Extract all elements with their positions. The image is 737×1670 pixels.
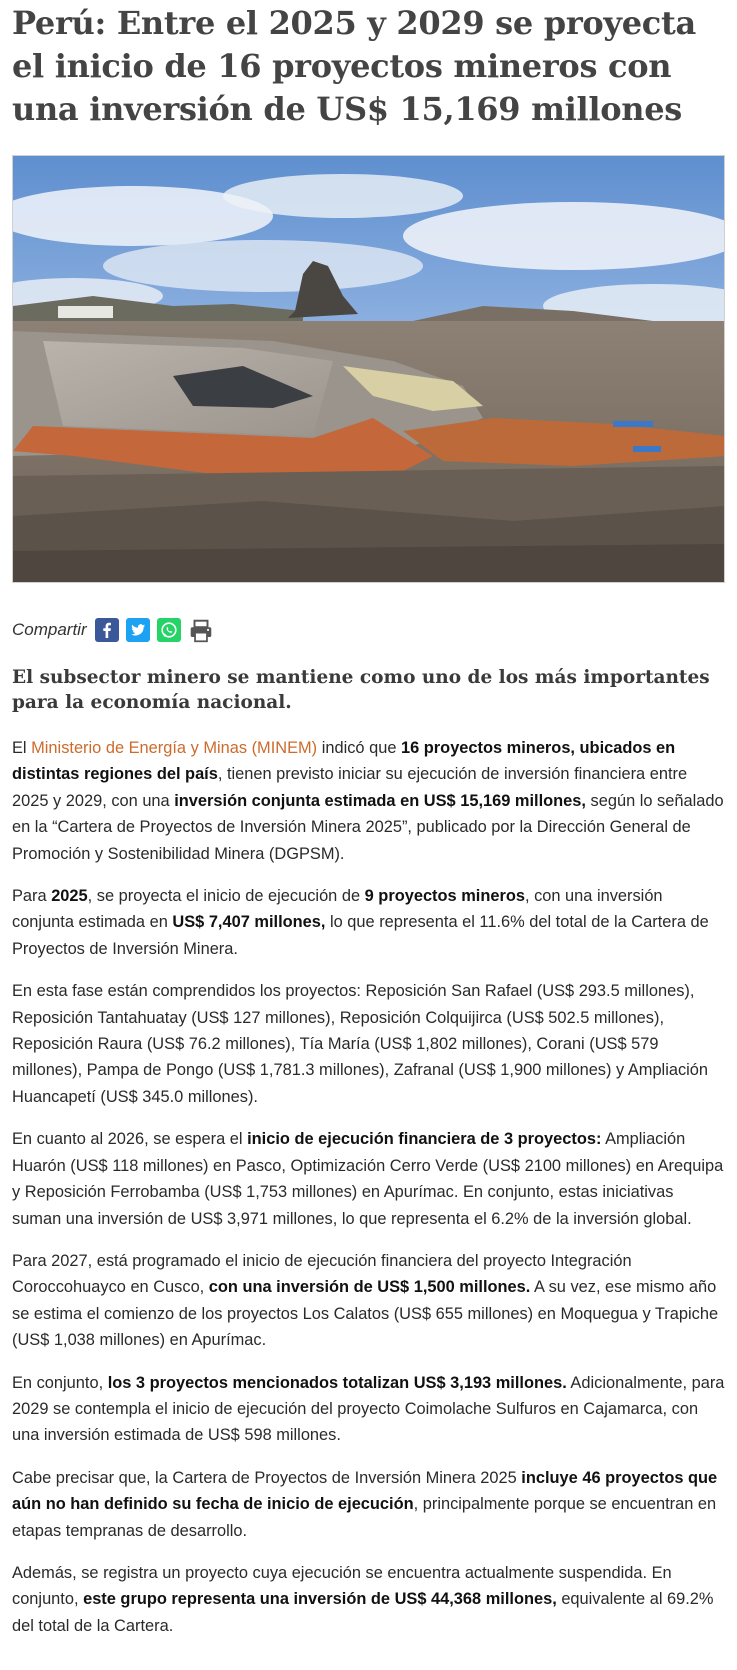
minem-link[interactable]: Ministerio de Energía y Minas (MINEM) <box>31 739 318 757</box>
article-title: Perú: Entre el 2025 y 2029 se proyecta el inicio de 16 proyectos mineros con una inversión de US$ 15,169 millones <box>12 4 696 128</box>
print-icon[interactable] <box>188 618 212 642</box>
paragraph-8: Además, se registra un proyecto cuya ejecución se encuentra actualmente suspendida. En conjunto, este grupo representa una inversión de US$ 44,368 millones, equivalente al 69.2% del total de la Cartera. <box>12 1563 714 1635</box>
paragraph-4: En cuanto al 2026, se espera el inicio de ejecución financiera de 3 proyectos: Ampliación Huarón (US$ 118 millones) en Pasco, Optimización Cerro Verde (US$ 2100 millones) en Arequipa y Reposición Ferrobamba (US$ 1,753 millones) en Apurímac. En conjunto, estas iniciativas suman una inversión de US$ 3,971 millones, lo que representa el 6.2% de la inversión global. <box>12 1130 724 1228</box>
article <box>0 2 737 1639</box>
facebook-icon[interactable] <box>95 618 119 642</box>
paragraph-6: En conjunto, los 3 proyectos mencionados totalizan US$ 3,193 millones. Adicionalmente, para 2029 se contempla el inicio de ejecución del proyecto Coimolache Sulfuros en Cajamarca, con una inversión estimada de US$ 598 millones. <box>12 1373 725 1445</box>
hero-image-mining-site <box>12 155 725 583</box>
share-bar <box>12 615 725 645</box>
twitter-icon[interactable] <box>126 618 150 642</box>
paragraph-2: Para 2025, se proyecta el inicio de ejecución de 9 proyectos mineros, con una inversión conjunta estimada en US$ 7,407 millones, lo que representa el 11.6% del total de la Cartera de Proyectos de Inversión Minera. <box>12 887 709 958</box>
paragraph-7: Cabe precisar que, la Cartera de Proyectos de Inversión Minera 2025 incluye 46 proyectos que aún no han definido su fecha de inicio de ejecución, principalmente porque se encuentran en etapas tempranas de desarrollo. <box>12 1468 718 1540</box>
paragraph-5: Para 2027, está programado el inicio de ejecución financiera del proyecto Integración Coroccohuayco en Cusco, con una inversión de US$ 1,500 millones. A su vez, ese mismo año se estima el comienzo de los proyectos Los Calatos (US$ 655 millones) en Moquegua y Trapiche (US$ 1,038 millones) en Apurímac. <box>12 1251 719 1350</box>
article-subtitle: El subsector minero se mantiene como uno de los más importantes para la economía nacional. <box>12 667 710 713</box>
whatsapp-icon[interactable] <box>157 618 181 642</box>
share-label: Compartir <box>12 620 87 639</box>
paragraph-3: En esta fase están comprendidos los proyectos: Reposición San Rafael (US$ 293.5 millones), Reposición Tantahuatay (US$ 127 millones), Reposición Colquijirca (US$ 502.5 millones), Reposición Raura (US$ 76.2 millones), Tía María (US$ 1,802 millones), Corani (US$ 579 millones), Pampa de Pongo (US$ 1,781.3 millones), Zafranal (US$ 1,900 millones) y Ampliación Huancapetí (US$ 345.0 millones). <box>12 982 709 1106</box>
paragraph-1: El Ministerio de Energía y Minas (MINEM) indicó que 16 proyectos mineros, ubicados en distintas regiones del país, tienen previsto iniciar su ejecución de inversión financiera entre 2025 y 2029, con una inversión conjunta estimada en US$ 15,169 millones, según lo señalado en la “Cartera de Proyectos de Inversión Minera 2025”, publicado por la Dirección General de Promoción y Sostenibilidad Minera (DGPSM). <box>12 739 724 863</box>
